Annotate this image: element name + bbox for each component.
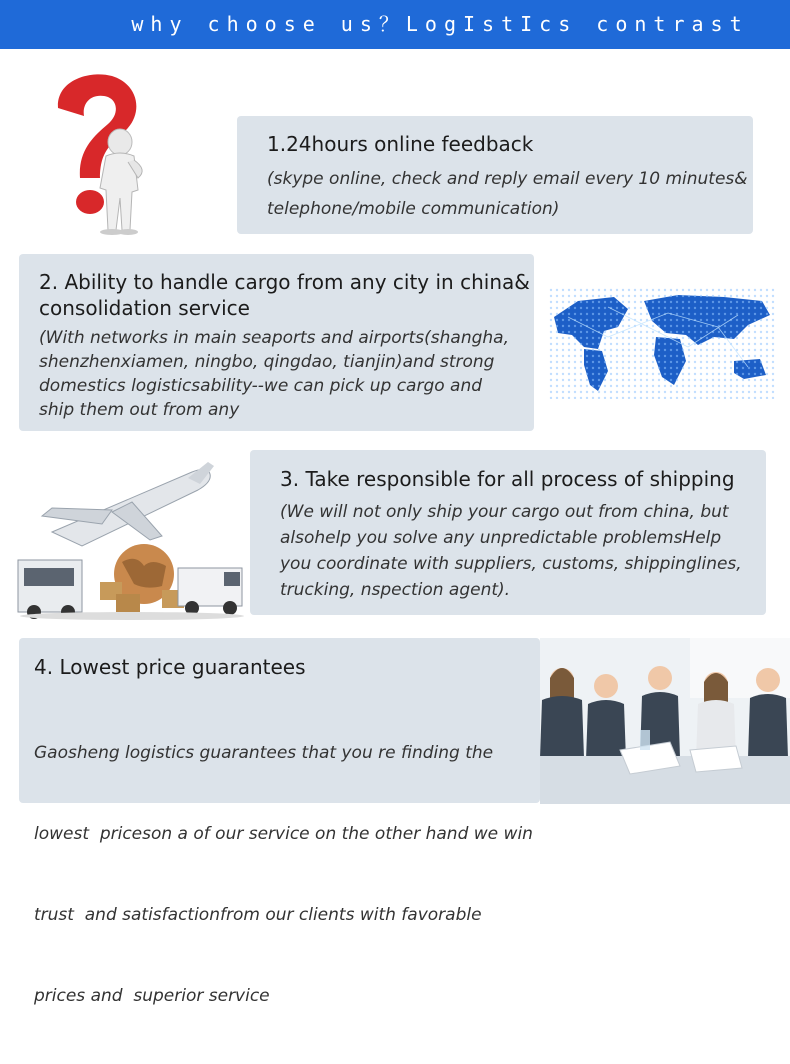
question-mark-figure-icon xyxy=(38,70,168,242)
panel-desc-line: prices and superior service xyxy=(34,986,270,1006)
panel-desc-2 xyxy=(39,326,509,422)
panel-desc-line: ship them out from any xyxy=(39,400,240,420)
panel-desc-line: you coordinate with suppliers, customs, shippinglines, xyxy=(280,554,742,574)
panel-desc-line: alsohelp you solve any unpredictable problemsHelp xyxy=(280,528,722,548)
page-title: why choose us？LogIstIcs contrast xyxy=(131,12,749,36)
panel-desc-line: (With networks in main seaports and airports(shangha, xyxy=(39,328,509,348)
feature-panel-4 xyxy=(19,638,540,1006)
feature-panel-3 xyxy=(250,450,766,615)
panel-desc-line: trucking, nspection agent). xyxy=(280,580,511,600)
business-team-photo-icon xyxy=(540,638,790,804)
airplane-truck-globe-icon xyxy=(12,462,250,622)
panel-desc-line: (skype online, check and reply email every 10 minutes& xyxy=(267,169,748,189)
header-bar xyxy=(0,0,790,49)
panel-desc-1 xyxy=(267,167,748,222)
feature-panel-1 xyxy=(237,116,753,234)
panel-desc-line: (We will not only ship your cargo out from china, but xyxy=(280,502,729,522)
panel-title-3: 3. Take responsible for all process of shipping xyxy=(280,467,735,491)
panel-title-line: 2. Ability to handle cargo from any city in china& xyxy=(39,270,530,294)
world-map-icon xyxy=(548,287,776,399)
panel-desc-line: trust and satisfactionfrom our clients with favorable xyxy=(34,905,482,925)
panel-desc-line: telephone/mobile communication) xyxy=(267,199,560,219)
feature-panel-2 xyxy=(19,254,534,431)
panel-title-2 xyxy=(39,269,530,321)
panel-title-1: 1.24hours online feedback xyxy=(267,132,534,156)
panel-title-line: consolidation service xyxy=(39,296,250,320)
panel-desc-line: shenzhenxiamen, ningbo, qingdao, tianjin)and strong xyxy=(39,352,495,372)
panel-desc-3 xyxy=(280,499,742,603)
panel-desc-line: domestics logisticsability--we can pick up cargo and xyxy=(39,376,483,396)
panel-desc-line: lowest priceson a of our service on the other hand we win xyxy=(34,824,533,844)
panel-title-4: 4. Lowest price guarantees xyxy=(34,655,306,679)
panel-desc-4 xyxy=(34,686,533,1064)
panel-desc-line: Gaosheng logistics guarantees that you re finding the xyxy=(34,743,494,763)
